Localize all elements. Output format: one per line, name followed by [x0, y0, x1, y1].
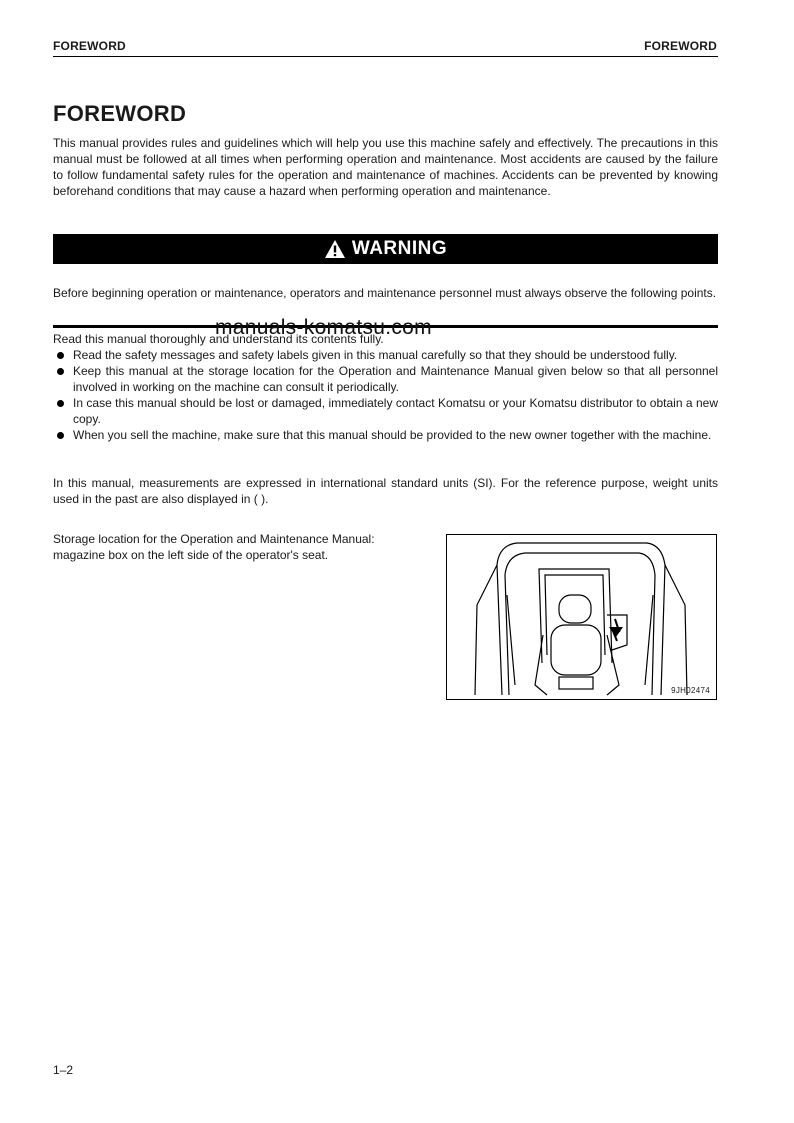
running-header-left: FOREWORD: [53, 39, 126, 53]
warning-triangle-icon: [324, 239, 346, 259]
si-units-paragraph: In this manual, measurements are expressed in international standard units (SI). For the reference purpose, weight units used in the past are also displayed in ( ).: [53, 476, 718, 506]
operator-cab-drawing: [447, 535, 716, 699]
warning-label: WARNING: [351, 238, 448, 259]
read-manual-line: Read this manual thoroughly and understand its contents fully.: [53, 332, 384, 346]
bullet-icon: [57, 432, 64, 439]
storage-location-text: [53, 531, 423, 563]
list-item: [53, 363, 718, 395]
list-item-text: In case this manual should be lost or damaged, immediately contact Komatsu or your Komatsu distributor to obtain a new copy.: [73, 396, 718, 426]
page-number: 1–2: [53, 1063, 74, 1077]
cab-illustration: [446, 534, 717, 700]
bullet-icon: [57, 368, 64, 375]
list-item-text: Keep this manual at the storage location for the Operation and Maintenance Manual given below so that all personnel involved in working on the machine can consult it periodically.: [73, 364, 718, 394]
list-item-text: When you sell the machine, make sure that this manual should be provided to the new owner together with the machine.: [73, 428, 712, 442]
figure-code: 9JH02474: [671, 686, 710, 695]
header-rule: [53, 56, 718, 57]
list-item: [53, 347, 718, 363]
warning-intro: Before beginning operation or maintenance, operators and maintenance personnel must always observe the following points.: [53, 286, 717, 300]
list-item-text: Read the safety messages and safety labels given in this manual carefully so that they should be understood fully.: [73, 348, 678, 362]
safety-bullet-list: [53, 347, 718, 443]
bullet-icon: [57, 352, 64, 359]
storage-line-2: magazine box on the left side of the operator's seat.: [53, 548, 329, 562]
watermark: manuals-komatsu.com: [215, 316, 432, 339]
running-header-right: FOREWORD: [644, 39, 717, 53]
bullet-icon: [57, 400, 64, 407]
page-title: FOREWORD: [53, 101, 187, 126]
intro-paragraph: This manual provides rules and guidelines which will help you use this machine safely and effectively. The precautions in this manual must be followed at all times when performing operation and maintenance. Most accidents are caused by the failure to follow fundamental safety rules for the operation and maintenance of machines. Accidents can be prevented by knowing beforehand conditions that may cause a hazard when performing operation and maintenance.: [53, 136, 718, 198]
storage-line-1: Storage location for the Operation and Maintenance Manual:: [53, 532, 375, 546]
list-item: [53, 427, 718, 443]
list-item: [53, 395, 718, 427]
warning-banner: [53, 234, 718, 264]
